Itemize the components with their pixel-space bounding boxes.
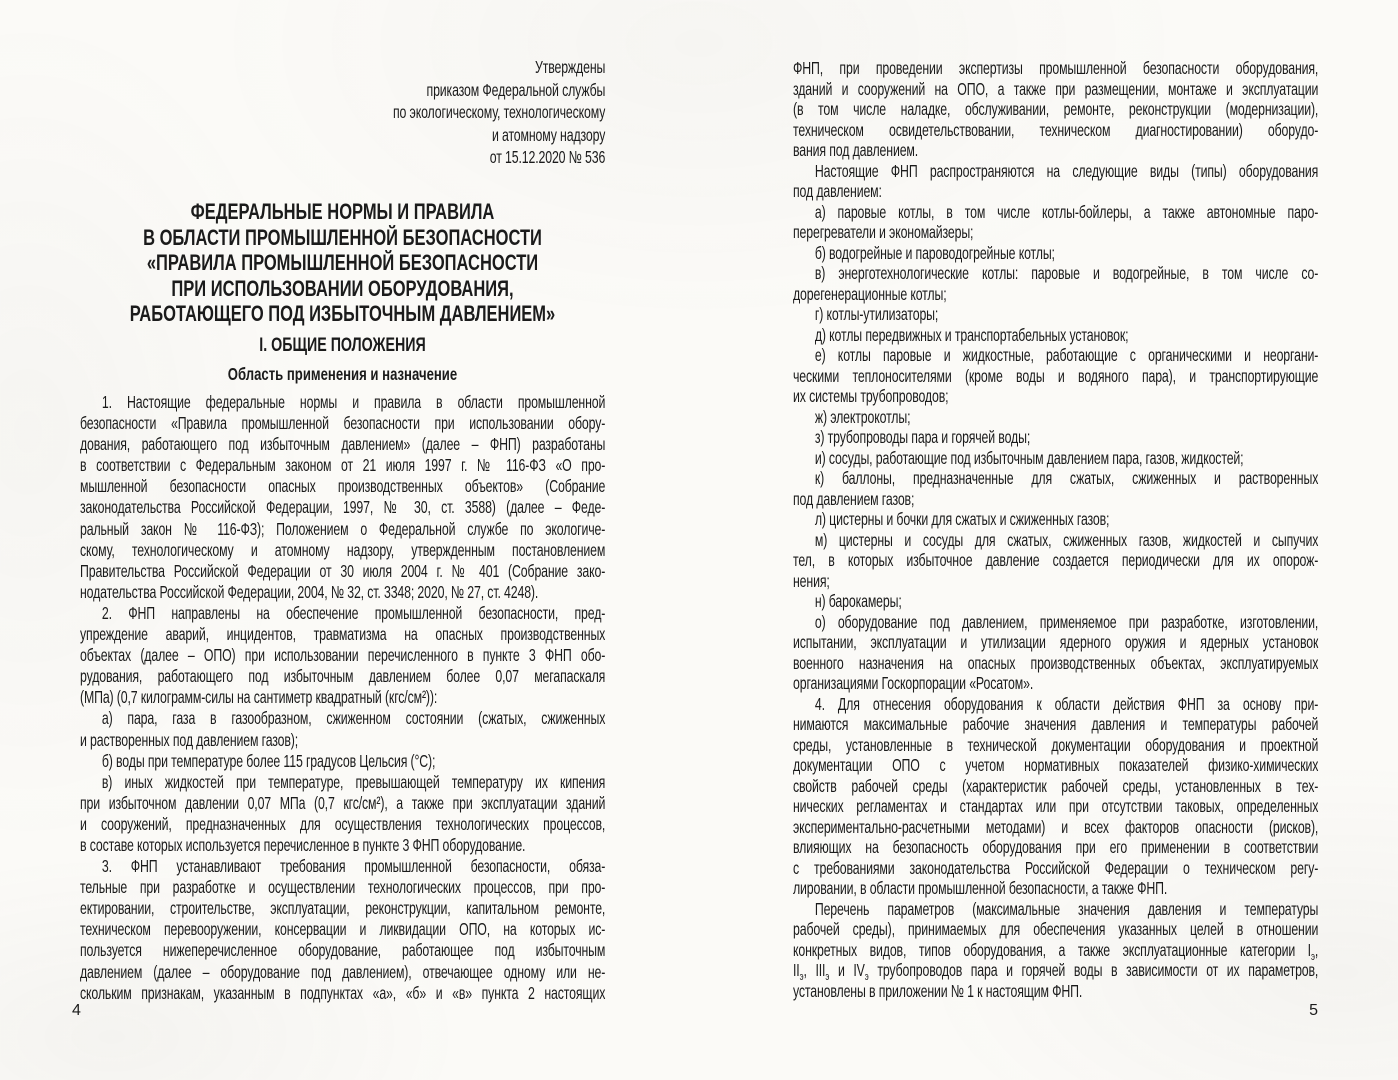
text-line: б) водогрейные и пароводогрейные котлы; bbox=[814, 242, 1055, 263]
text-line: в составе которых используется перечисленное в пункте 3 ФНП оборудование. bbox=[80, 834, 526, 855]
subscript: э bbox=[799, 971, 804, 981]
text-line: техническом освидетельствовании, техническом диагностировании) оборудо- bbox=[793, 119, 1319, 140]
text-line: свойств рабочей среды (характеристик рабочей среды, установленных в тех- bbox=[793, 775, 1319, 796]
text-line: нодательства Российской Федерации, 2004, № 32, ст. 3348; 2020, № 27, ст. 4248). bbox=[80, 581, 539, 602]
text-line: з) трубопроводы пара и горячей воды; bbox=[814, 427, 1031, 447]
text-line: законодательства Российской Федерации, 1997, № 30, ст. 3588) (далее – Феде- bbox=[80, 497, 606, 518]
text-line: упреждение аварий, инцидентов, травматизма на опасных производственных bbox=[80, 624, 606, 645]
text-line: безопасности «Правила промышленной безопасности при использовании обору- bbox=[80, 413, 606, 434]
section-heading bbox=[80, 334, 780, 358]
page-number-right: 5 bbox=[1309, 1002, 1318, 1019]
text-line: е) котлы паровые и жидкостные, работающие с органическими и неоргани- bbox=[814, 345, 1319, 365]
text-segment: II bbox=[793, 960, 800, 980]
text-line: документации ОПО с учетом нормативных показателей физико-химических bbox=[793, 755, 1319, 775]
text-line: Настоящие ФНП распространяются на следующие виды (типы) оборудования bbox=[814, 160, 1319, 181]
text-line: и сооружений, предназначенных для осуществления технологических процессов, bbox=[80, 813, 606, 834]
text-line: при избыточном давлении 0,07 МПа (0,7 кгс/см²), а также при эксплуатации зданий bbox=[80, 792, 606, 813]
text-line: рудования, работающего под избыточным давлением более 0,07 мегапаскаля bbox=[80, 666, 606, 687]
text-line: тельные при разработке и осуществлении технологических процессов, при про- bbox=[80, 877, 606, 898]
text-line: 4. Для отнесения оборудования к области действия ФНП за основу при- bbox=[814, 693, 1319, 714]
text-line: испытании, эксплуатации и утилизации ядерного оружия и ядерных установок bbox=[793, 632, 1319, 652]
subscript: э bbox=[1310, 950, 1315, 960]
text-line bbox=[793, 960, 1318, 981]
text-line: по экологическому, технологическому bbox=[392, 102, 606, 122]
text-line: Утверждены bbox=[535, 57, 606, 77]
text-line: от 15.12.2020 № 536 bbox=[489, 147, 606, 167]
subscript: э bbox=[864, 971, 869, 981]
text-line: ектировании, строительстве, эксплуатации, реконструкции, капитальном ремонте, bbox=[80, 898, 606, 919]
text-line: и) сосуды, работающие под избыточным давлением пара, газов, жидкостей; bbox=[814, 447, 1244, 468]
text-line: давлением (далее – оборудование под давлением), отвечающее одному или не- bbox=[80, 961, 606, 982]
text-line: тел, в которых избыточное давление создается периодически для их опорож- bbox=[793, 550, 1319, 570]
text-line: объектах (далее – ОПО) при использовании перечисленного в пункте 3 ФНП обо- bbox=[80, 645, 606, 666]
subsection-heading bbox=[80, 362, 780, 386]
text-line: 1. Настоящие федеральные нормы и правила в области промышленной bbox=[101, 392, 606, 412]
text-line: в) иных жидкостей при температуре, превышающей температуру их кипения bbox=[101, 771, 606, 792]
text-line: Правительства Российской Федерации от 30 июля 2004 г. № 401 (Собрание зако- bbox=[80, 560, 606, 581]
subsection-heading-text: Область применения и назначение bbox=[227, 364, 458, 384]
approval-block bbox=[80, 56, 825, 169]
text-line: дования, работающего под избыточным давлением» (далее – ФНП) разработаны bbox=[80, 434, 606, 455]
text-line: РАБОТАЮЩЕГО ПОД ИЗБЫТОЧНЫМ ДАВЛЕНИЕМ» bbox=[129, 301, 556, 327]
text-line: (МПа) (0,7 килограмм-силы на сантиметр квадратный (кгс/см²)): bbox=[80, 687, 438, 708]
text-line: рабочей среды), принимаемых для обеспечения указанных целей в отношении bbox=[793, 919, 1319, 939]
document-title bbox=[80, 199, 780, 327]
text-segment: конкретных видов, типов оборудования, а также эксплуатационные категории I bbox=[793, 939, 1311, 960]
text-line: ж) электрокотлы; bbox=[814, 406, 911, 427]
subscript: э bbox=[825, 971, 830, 981]
text-line: пользуется нижеперечисленное оборудование, работающее под избыточным bbox=[80, 940, 606, 961]
text-line: нических регламентах и стандартах или при отсутствии таковых, определенных bbox=[793, 796, 1319, 816]
text-line: ФНП, при проведении экспертизы промышленной безопасности оборудования, bbox=[793, 58, 1319, 78]
text-line: б) воды при температуре более 115 градусов Цельсия (°С); bbox=[101, 750, 436, 771]
text-line: 3. ФНП устанавливают требования промышленной безопасности, обяза- bbox=[101, 856, 606, 877]
text-line: влияющих на безопасность оборудования при его применении в соответствии bbox=[793, 837, 1319, 857]
text-line: приказом Федеральной службы bbox=[426, 79, 606, 100]
text-line: военного назначения на опасных производственных объектах, эксплуатируемых bbox=[793, 652, 1319, 673]
text-line: л) цистерны и бочки для сжатых и сжиженных газов; bbox=[814, 509, 1110, 529]
text-line: дорегенерационные котлы; bbox=[793, 283, 947, 304]
text-line: с требованиями законодательства Российской Федерации о техническом регу- bbox=[793, 857, 1319, 878]
text-line: к) баллоны, предназначенные для сжатых, сжиженных и растворенных bbox=[814, 468, 1319, 488]
text-line: Перечень параметров (максимальные значения давления и температуры bbox=[814, 898, 1319, 919]
text-line: мышленной безопасности опасных производственных объектов» (Собрание bbox=[80, 476, 606, 497]
text-line: организациями Госкорпорации «Росатом». bbox=[793, 673, 1034, 693]
text-line: ПРИ ИСПОЛЬЗОВАНИИ ОБОРУДОВАНИЯ, bbox=[171, 275, 514, 301]
text-line: установлены в приложении № 1 к настоящим ФНП. bbox=[793, 980, 1083, 1001]
text-line: а) паровые котлы, в том числе котлы-бойлеры, а также автономные паро- bbox=[814, 201, 1319, 222]
text-line: их системы трубопроводов; bbox=[793, 386, 949, 406]
text-line: о) оборудование под давлением, применяемое при разработке, изготовлении, bbox=[814, 611, 1319, 632]
text-line: экспериментально-расчетными методами) и всех факторов опасности (рисков), bbox=[793, 816, 1319, 837]
text-line: ральный закон № 116-ФЗ); Положением о Федеральной службе по экологиче- bbox=[80, 518, 606, 539]
text-line: в соответствии с Федеральным законом от 21 июля 1997 г. № 116-ФЗ «О про- bbox=[80, 455, 606, 476]
text-line: под давлением газов; bbox=[793, 488, 915, 509]
text-line: В ОБЛАСТИ ПРОМЫШЛЕННОЙ БЕЗОПАСНОСТИ bbox=[143, 224, 542, 250]
text-line: в) энерготехнологические котлы: паровые и водогрейные, в том числе со- bbox=[814, 263, 1319, 283]
text-line: «ПРАВИЛА ПРОМЫШЛЕННОЙ БЕЗОПАСНОСТИ bbox=[146, 250, 539, 276]
section-heading-text: I. ОБЩИЕ ПОЛОЖЕНИЯ bbox=[259, 335, 426, 356]
text-line: н) барокамеры; bbox=[814, 591, 902, 611]
left-page-body bbox=[80, 392, 825, 1004]
text-line bbox=[793, 940, 1318, 961]
text-line: (в том числе наладке, обслуживании, ремонте, реконструкции (модернизации), bbox=[793, 99, 1319, 119]
text-line: и атомному надзору bbox=[491, 124, 606, 145]
text-line: среды, установленные в технической документации оборудования и проектной bbox=[793, 734, 1319, 755]
text-line: ческими теплоносителями (кроме воды и водяного пара), и транспортирующие bbox=[793, 365, 1319, 386]
text-line: под давлением: bbox=[793, 181, 882, 201]
page-number-left: 4 bbox=[72, 1002, 81, 1019]
text-segment: , bbox=[1314, 939, 1319, 960]
text-line: г) котлы-утилизаторы; bbox=[814, 304, 939, 324]
text-segment: трубопроводов пара и горячей воды в зависимости от их параметров, bbox=[868, 960, 1319, 980]
text-line: скому, технологическому и атомному надзору, утвержденным постановлением bbox=[80, 539, 606, 560]
text-line: ФЕДЕРАЛЬНЫЕ НОРМЫ И ПРАВИЛА bbox=[190, 199, 495, 224]
text-line: техническом перевооружении, консервации и ликвидации ОПО, на которых ис- bbox=[80, 919, 606, 940]
text-line: зданий и сооружений на ОПО, а также при размещении, монтаже и эксплуатации bbox=[793, 78, 1319, 99]
text-line: скольким признакам, указанным в подпунктах «а», «б» и «в» пункта 2 настоящих bbox=[80, 982, 606, 1003]
text-segment: , III bbox=[803, 960, 826, 980]
text-line: лировании, в области промышленной безопасности, а также ФНП. bbox=[793, 878, 1168, 898]
text-line: 2. ФНП направлены на обеспечение промышленной безопасности, пред- bbox=[101, 602, 606, 623]
text-line: перегреватели и экономайзеры; bbox=[793, 222, 974, 242]
right-page-body bbox=[793, 58, 1398, 1001]
text-line: вания под давлением. bbox=[793, 140, 919, 160]
text-line: нения; bbox=[793, 570, 830, 591]
text-segment: и IV bbox=[829, 960, 865, 980]
text-line: д) котлы передвижных и транспортабельных установок; bbox=[814, 324, 1129, 345]
text-line: м) цистерны и сосуды для сжатых, сжиженных газов, жидкостей и сыпучих bbox=[814, 529, 1319, 550]
text-line: и растворенных под давлением газов); bbox=[80, 729, 299, 750]
text-line: а) пара, газа в газообразном, сжиженном состоянии (сжатых, сжиженных bbox=[101, 708, 606, 729]
text-line: нимаются максимальные рабочие значения давления и температуры рабочей bbox=[793, 714, 1319, 734]
